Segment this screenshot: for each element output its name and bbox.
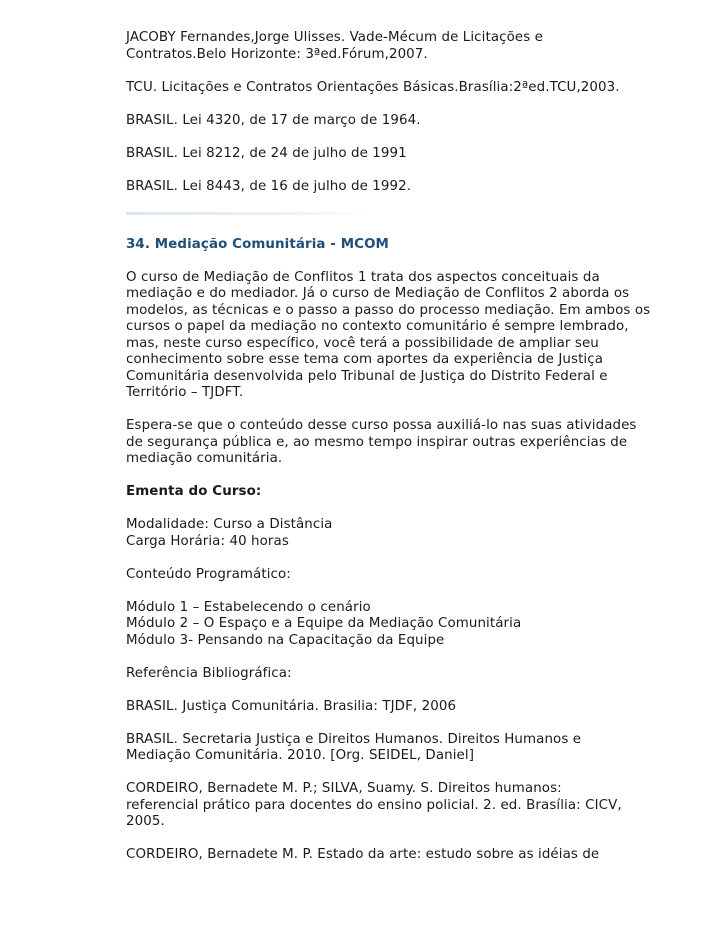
- intro-line: Comunitária desenvolvida pelo Tribunal de Justiça do Distrito Federal e: [126, 368, 608, 384]
- reference-line: BRASIL. Lei 8212, de 24 de julho de 1991: [126, 145, 407, 161]
- expectation-line: Espera-se que o conteúdo desse curso possa auxiliá-lo nas suas atividades: [126, 418, 637, 433]
- intro-line: mediação e do mediador. Já o curso de Mediação de Conflitos 2 aborda os: [126, 286, 630, 301]
- reference-line: Mediação Comunitária. 2010. [Org. SEIDEL, Daniel]: [126, 748, 475, 763]
- reference-entry: [126, 179, 686, 196]
- module-item: Módulo 2 – O Espaço e a Equipe da Mediação Comunitária: [126, 616, 522, 631]
- reference-line: TCU. Licitações e Contratos Orientações Básicas.Brasília:2ªed.TCU,2003.: [126, 79, 620, 95]
- reference-entry: [126, 732, 686, 765]
- conteudo-label: Conteúdo Programático:: [126, 566, 291, 582]
- references-list: [126, 699, 686, 864]
- ementa-heading: Ementa do Curso:: [126, 484, 262, 499]
- reference-line: BRASIL. Lei 8443, de 16 de julho de 1992.: [126, 178, 412, 194]
- course-info: [126, 517, 686, 550]
- reference-line: BRASIL. Secretaria Justiça e Direitos Humanos. Direitos Humanos e: [126, 731, 582, 747]
- reference-line: CORDEIRO, Bernadete M. P. Estado da arte: estudo sobre as idéias de: [126, 847, 600, 862]
- module-list: [126, 600, 686, 650]
- intro-paragraph: [126, 270, 686, 402]
- intro-line: Território – TJDFT.: [126, 385, 244, 400]
- reference-line: BRASIL. Lei 4320, de 17 de março de 1964.: [126, 112, 421, 128]
- reference-entry: [126, 30, 686, 63]
- reference-entry: [126, 80, 686, 97]
- intro-line: modelos, as técnicas e o passo a passo do processo mediação. Em ambos os: [126, 302, 651, 318]
- module-item: Módulo 3- Pensando na Capacitação da Equipe: [126, 632, 445, 648]
- reference-line: 2005.: [126, 814, 165, 829]
- reference-entry: [126, 699, 686, 716]
- intro-line: mas, neste curso específico, você terá a possibilidade de ampliar seu: [126, 335, 599, 351]
- referencia-label: Referência Bibliográfica:: [126, 665, 292, 681]
- reference-line: Contratos.Belo Horizonte: 3ªed.Fórum,2007.: [126, 46, 428, 62]
- section-title: 34. Mediação Comunitária - MCOM: [126, 236, 389, 252]
- reference-line: referencial prático para docentes do ensino policial. 2. ed. Brasília: CICV,: [126, 797, 622, 813]
- modalidade-text: Modalidade: Curso a Distância: [126, 517, 333, 532]
- document-content: [126, 30, 686, 880]
- reference-line: JACOBY Fernandes,Jorge Ulisses. Vade-Mécum de Licitações e: [126, 30, 543, 45]
- reference-entry: [126, 847, 686, 864]
- reference-line: BRASIL. Justiça Comunitária. Brasilia: TJDF, 2006: [126, 698, 457, 714]
- intro-line: conhecimento sobre esse tema com aportes da experiência de Justiça: [126, 352, 604, 367]
- intro-line: cursos o papel da mediação no contexto comunitário é sempre lembrado,: [126, 319, 629, 334]
- expectation-line: mediação comunitária.: [126, 451, 283, 466]
- expectation-line: de segurança pública e, ao mesmo tempo inspirar outras experiências de: [126, 434, 628, 450]
- references-top: [126, 30, 686, 195]
- expectation-paragraph: [126, 418, 686, 468]
- intro-line: O curso de Mediação de Conflitos 1 trata dos aspectos conceituais da: [126, 269, 600, 285]
- section-divider: [126, 212, 376, 215]
- reference-line: CORDEIRO, Bernadete M. P.; SILVA, Suamy. S. Direitos humanos:: [126, 781, 562, 796]
- reference-entry: [126, 146, 686, 163]
- module-item: Módulo 1 – Estabelecendo o cenário: [126, 599, 371, 615]
- reference-entry: [126, 781, 686, 831]
- carga-horaria-text: Carga Horária: 40 horas: [126, 533, 289, 549]
- reference-entry: [126, 113, 686, 130]
